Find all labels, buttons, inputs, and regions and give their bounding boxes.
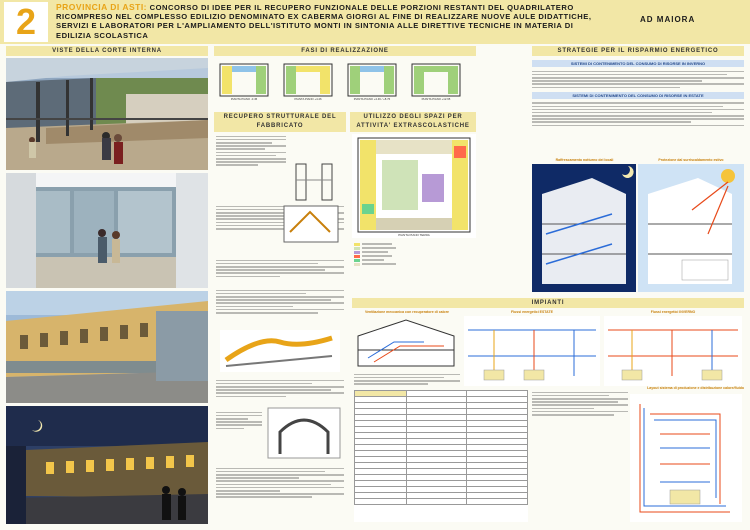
province-label: PROVINCIA DI ASTI: [56,2,148,12]
plants-heading: IMPIANTI [352,298,744,308]
summer-text [532,99,744,130]
phases-panel [216,58,476,108]
strategies-heading: STRATEGIE PER IL RISPARMIO ENERGETICO [532,46,744,56]
structural-panel [216,134,346,524]
energy-section-diagrams [532,164,744,292]
title-text: CONCORSO DI IDEE PER IL RECUPERO FUNZIONALE DELLE PORZIONI RESTANTI DEL QUADRILATERO RICOMPRESO NEL COMPLESSO EDILIZIO DENOMINATO EX CABERMA GIORGI AL FINE DI REALIZZARE NUOVE AULE DIDATTICHE, SERVIZI E LABORATORI PER L'AMPLIAMENTO DELL'ISTITUTO MONTI IN SINTONIA ALLE DIRETTIVE TECNICHE IN MATERIA DI EDILIZIA SCOLASTICA [56,3,592,40]
summer-flows-diagram [464,316,600,386]
winter-text [532,67,744,92]
render-gallery [6,58,208,170]
ventilation-title: Ventilazione meccanica con recuperatore di calore [364,310,450,314]
plants-panel [352,310,744,524]
ventilation-section [354,316,460,368]
render-night [6,406,208,524]
structural-detail-1 [288,160,344,204]
structural-text-6 [216,410,262,431]
phase-plan-label: PIANTA PIANO +4.46 [294,97,322,101]
structural-beam-detail [220,330,340,372]
svg-text:PIANTA PIANO TERRA: PIANTA PIANO TERRA [398,233,430,237]
spaces-panel [352,134,476,294]
structural-arch-detail [266,406,342,460]
winter-title: SISTEMI DI CONTENIMENTO DEL CONSUMO DI RISORSE IN INVERNO [532,60,744,67]
production-layout-diagram [630,394,742,522]
structural-text-3 [216,258,344,279]
phases-heading: FASI DI REALIZZAZIONE [214,46,476,56]
phase-plan-label: PIANTA PIANO +4.46 / +8.76 [353,97,391,101]
header-band [0,0,750,44]
poster-title [56,3,596,40]
phase-plan-label: PIANTA PIANO +12.65 [421,97,451,101]
structural-heading: RECUPERO STRUTTURALE DEL FABBRICATO [214,112,346,132]
strategies-panel [532,58,744,296]
board-number: 2 [4,2,48,42]
structural-text-1 [216,134,286,167]
spaces-legend [354,242,474,266]
winter-flows-diagram [604,316,742,386]
structural-text-7 [216,466,344,499]
structural-detail-2 [280,202,342,246]
ventilation-text [354,372,460,386]
summer-title: SISTEMI DI CONTENIMENTO DEL CONSUMO DI RISORSE IN ESTATE [532,92,744,99]
spaces-site-plan [352,134,476,238]
spaces-heading: UTILIZZO DEGLI SPAZI PER ATTIVITA' EXTRASCOLASTICHE [350,112,476,132]
diagram-right-title: Protezione dal surriscaldamento estivo [658,158,724,162]
render-glass-hall [6,173,208,288]
render-courtyard [6,291,208,403]
motto: AD MAIORA [640,15,696,24]
structural-text-4 [216,288,344,315]
plants-notes [532,390,628,417]
plants-table [354,390,528,522]
production-title: Layout sistema di produzione e distribuzione calore/fluido [647,386,744,390]
structural-text-5 [216,378,344,399]
phase-plan-label: PIANTA PIANO -0.45 [230,97,258,101]
winter-flows-title: Flussi energetici INVERNO [650,310,696,314]
diagram-left-title: Raffrescamento notturno dei locali [555,158,614,162]
views-heading: VISTE DELLA CORTE INTERNA [6,46,208,56]
summer-flows-title: Flussi energetici ESTATE [511,310,553,314]
